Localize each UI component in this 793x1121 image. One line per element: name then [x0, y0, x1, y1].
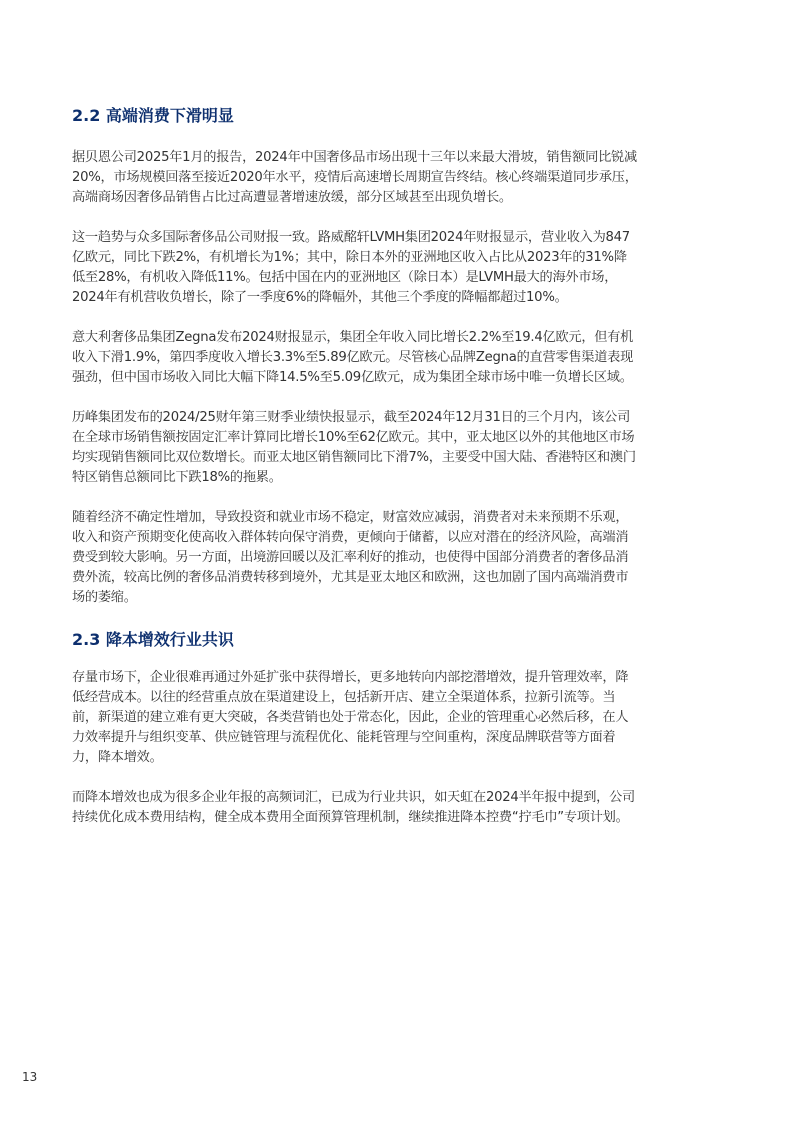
paragraph: 随着经济不确定性增加，导致投资和就业市场不稳定，财富效应减弱，消费者对未来预期不乐观，收入和资产预期变化使高收入群体转向保守消费，更倾向于储蓄，以应对潜在的经济风险，高端消费受到较大影响。另一方面，出境游回暖以及汇率利好的推动，也使得中国部分消费者的奢侈品消费外流，较高比例的奢侈品消费转移到境外，尤其是亚太地区和欧洲，这也加剧了国内高端消费市场的萎缩。 [72, 510, 629, 605]
page-number: 13 [22, 1070, 38, 1084]
paragraph: 这一趋势与众多国际奢侈品公司财报一致。路威酩轩LVMH集团2024年财报显示，营业收入为847亿欧元，同比下跌2%，有机增长为1%；其中，除日本外的亚洲地区收入占比从2023年的31%降低至28%，有机收入降低11%。包括中国在内的亚洲地区（除日本）是LVMH最大的海外市场，2024年有机营收负增长，除了一季度6%的降幅外，其他三个季度的降幅都超过10%。 [72, 230, 630, 305]
paragraph: 历峰集团发布的2024/25财年第三财季业绩快报显示，截至2024年12月31日的三个月内，该公司在全球市场销售额按固定汇率计算同比增长10%至62亿欧元。其中，亚太地区以外的其他地区市场均实现销售额同比双位数增长。而亚太地区销售额同比下滑7%，主要受中国大陆、香港特区和澳门特区销售总额同比下跌18%的拖累。 [72, 410, 636, 485]
paragraph: 意大利奢侈品集团Zegna发布2024财报显示，集团全年收入同比增长2.2%至19.4亿欧元，但有机收入下滑1.9%，第四季度收入增长3.3%至5.89亿欧元。尽管核心品牌Zegna的直营零售渠道表现强劲，但中国市场收入同比大幅下降14.5%至5.09亿欧元，成为集团全球市场中唯一负增长区域。 [72, 330, 634, 385]
section-heading-2-2: 2.2 高端消费下滑明显 [72, 106, 234, 125]
paragraph: 而降本增效也成为很多企业年报的高频词汇，已成为行业共识，如天虹在2024半年报中提到，公司持续优化成本费用结构，健全成本费用全面预算管理机制，继续推进降本控费“拧毛巾”专项计划。 [72, 790, 635, 825]
paragraph: 存量市场下，企业很难再通过外延扩张中获得增长，更多地转向内部挖潜增效，提升管理效率，降低经营成本。以往的经营重点放在渠道建设上，包括新开店、建立全渠道体系，拉新引流等。当前，新渠道的建立难有更大突破，各类营销也处于常态化，因此，企业的管理重心必然后移，在人力效率提升与组织变革、供应链管理与流程优化、能耗管理与空间重构，深度品牌联营等方面着力，降本增效。 [72, 670, 629, 765]
paragraph: 据贝恩公司2025年1月的报告，2024年中国奢侈品市场出现十三年以来最大滑坡，销售额同比锐减20%，市场规模回落至接近2020年水平，疫情后高速增长周期宣告终结。核心终端渠道同步承压，高端商场因奢侈品销售占比过高遭显著增速放缓，部分区域甚至出现负增长。 [72, 150, 638, 205]
document-page [72, 104, 638, 848]
section-heading-2-3: 2.3 降本增效行业共识 [72, 630, 234, 649]
